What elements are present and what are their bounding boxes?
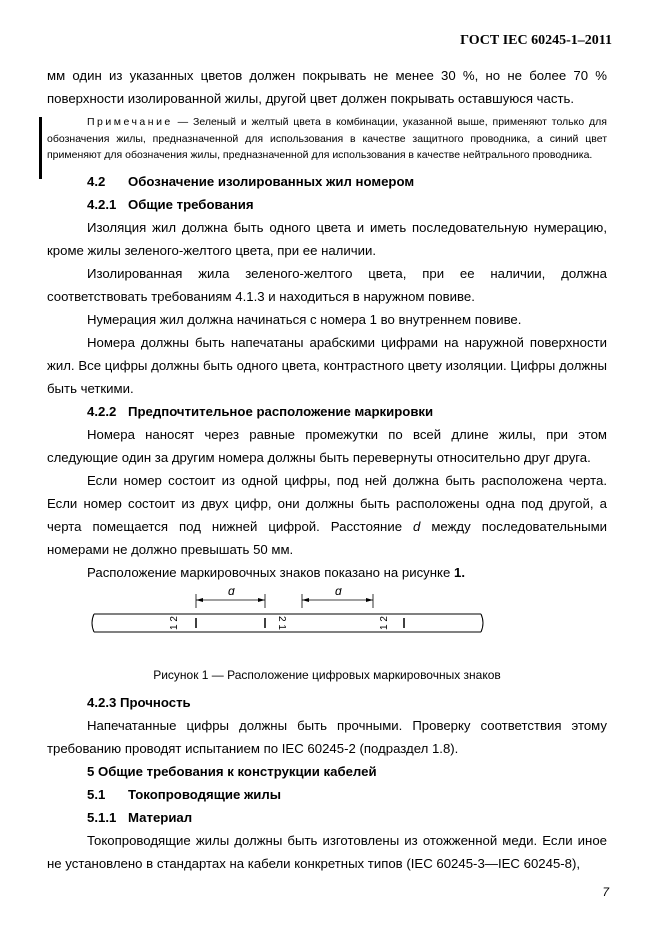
paragraph: Напечатанные цифры должны быть прочными. Проверку соответствия этому требованию проводят испытанием по IEC 60245-2 (подраздел 1.8).: [47, 717, 607, 756]
document-body: [47, 64, 607, 875]
section-heading-4-2-3: [87, 691, 607, 714]
text-run: Если номер состоит из одной цифры, под ней должна быть расположена черта. Если номер состоит из двух цифр, они должны быть расположены одна под другой, а черта помещается под нижней цифрой. Расстояние: [47, 472, 607, 534]
d-label-right: d: [335, 587, 342, 598]
paragraph: Номера наносят через равные промежутки по всей длине жилы, при этом следующие один за другим номера должны быть перевернуты относительно друг друга.: [47, 426, 607, 465]
section-heading-5-1: [87, 783, 607, 806]
mark-digits-mid: 2 1: [276, 615, 287, 630]
mark-group-right: [379, 615, 390, 629]
section-heading-5: [87, 760, 607, 783]
page-number: 7: [602, 885, 609, 899]
arrow-head: [366, 598, 373, 602]
section-title: Материал: [128, 809, 193, 825]
section-number: 4.2: [87, 173, 106, 189]
section-title: Общие требования: [128, 196, 254, 212]
paragraph: Изоляция жил должна быть одного цвета и иметь последовательную нумерацию, кроме жилы зеленого-желтого цвета, при ее наличии.: [47, 219, 607, 258]
figure-caption: Рисунок 1 — Расположение цифровых маркировочных знаков: [153, 667, 501, 682]
section-title: Предпочтительное расположение маркировки: [128, 403, 434, 419]
paragraph: Нумерация жил должна начинаться с номера 1 во внутреннем повиве.: [87, 311, 522, 327]
section-number: 4.2.1: [87, 196, 117, 212]
figure-ref: 1.: [453, 564, 465, 580]
paragraph: мм один из указанных цветов должен покрывать не менее 30 %, но не более 70 % поверхности изолированной жилы, другой цвет должен покрывать оставшуюся часть.: [47, 68, 607, 106]
mark-group-left: [169, 615, 180, 629]
change-bar: [39, 117, 42, 179]
paragraph: Номера должны быть напечатаны арабскими цифрами на наружной поверхности жил. Все цифры должны быть одного цвета, контрастного цвету изоляции. Цифры должны быть четкими.: [47, 334, 607, 396]
section-heading-4-2-2: [87, 400, 607, 423]
note: [47, 114, 607, 164]
section-number: 4.2.2: [87, 403, 117, 419]
paragraph: [47, 469, 607, 561]
section-heading-5-1-1: [87, 806, 607, 829]
mark-group-mid: [276, 616, 287, 630]
arrow-head: [302, 598, 309, 602]
section-title: 5 Общие требования к конструкции кабелей: [87, 763, 377, 779]
note-label: Примечание: [87, 116, 173, 128]
d-label-left: d: [228, 587, 235, 598]
note-text: — Зеленый и желтый цвета в комбинации, указанной выше, применяют только для обозначения жилы, предназначенной для использования в качестве защитного проводника, а синий цвет применяют для обозначения жилы, предназначенной для использования в качестве нейтрального проводника.: [47, 116, 607, 161]
mark-digits-left: 1 2: [169, 615, 180, 630]
text-run: Расположение маркировочных знаков показано на рисунке: [87, 564, 454, 580]
section-title: 4.2.3 Прочность: [87, 694, 191, 710]
mark-digits-right: 1 2: [379, 615, 390, 630]
arrow-head: [196, 598, 203, 602]
text-run: между последовательными номерами не должно превышать 50 мм.: [47, 518, 608, 557]
document-header: ГОСТ IEC 60245-1–2011: [460, 33, 612, 48]
conductor-break-right: [481, 614, 483, 632]
paragraph: [47, 561, 607, 584]
section-title: Токопроводящие жилы: [128, 786, 282, 802]
conductor-break-left: [92, 614, 94, 632]
section-heading-4-2: [87, 170, 607, 193]
section-title: Обозначение изолированных жил номером: [128, 173, 415, 189]
section-heading-4-2-1: [87, 193, 607, 216]
paragraph: Токопроводящие жилы должны быть изготовлены из отожженной меди. Если иное не установлено в стандартах на кабели конкретных типов (IEC 60245-3—IEC 60245-8),: [47, 832, 607, 871]
figure-1: [47, 588, 607, 660]
marking-diagram: [47, 588, 607, 660]
section-number: 5.1: [87, 786, 106, 802]
distance-symbol: d: [413, 518, 421, 534]
paragraph: Изолированная жила зеленого-желтого цвета, при ее наличии, должна соответствовать требованиям 4.1.3 и находиться в наружном повиве.: [47, 265, 607, 304]
note-block: [47, 114, 607, 164]
section-number: 5.1.1: [87, 809, 117, 825]
arrow-head: [258, 598, 265, 602]
